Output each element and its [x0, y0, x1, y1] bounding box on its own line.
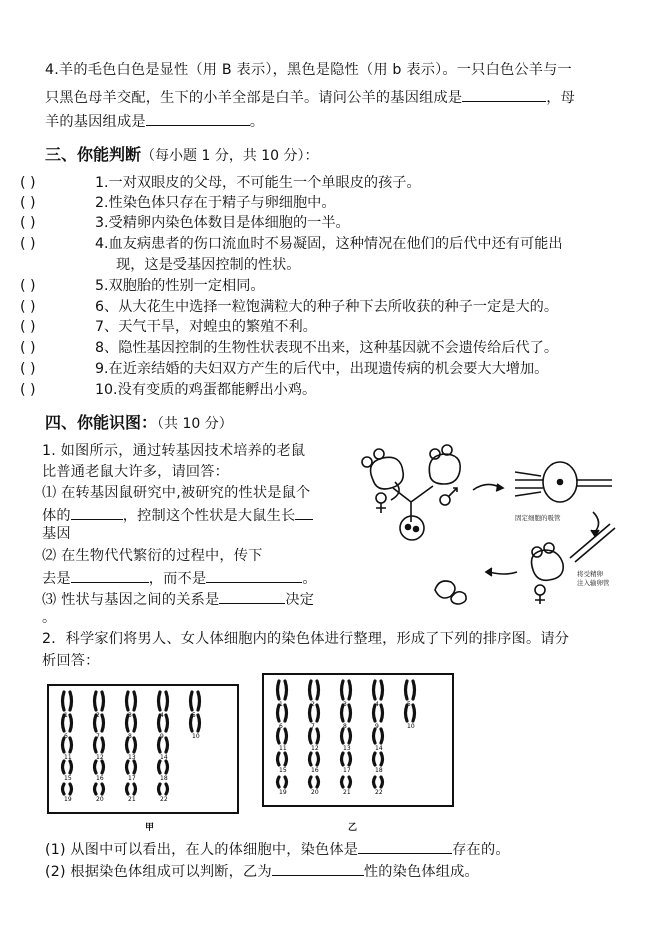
judge-text: 8、隐性基因控制的生物性状表现不出来，这种基因就不会遗传给后代了。 [95, 340, 559, 356]
chromosome-pair [63, 784, 72, 803]
chromatid [374, 705, 376, 721]
q1-blank-gene[interactable] [295, 504, 313, 520]
chromatid [278, 705, 280, 721]
karyotype-male [47, 684, 239, 814]
section3-heading [45, 142, 319, 165]
chromosome-number: 21 [343, 789, 351, 796]
chromosome-number: 14 [375, 745, 383, 752]
chromatid [63, 715, 65, 731]
chromatid [102, 738, 104, 752]
judge-text: 7、天气干旱，对蝗虫的繁殖不利。 [95, 319, 317, 335]
chromatid [413, 705, 415, 721]
chromosome-pair [278, 753, 287, 774]
judge-item-1[interactable] [20, 173, 421, 193]
chromosome-pair [63, 738, 72, 761]
chromosome-number: 16 [96, 775, 104, 782]
q1-line6: ⑵ 在生物代代繁衍的过程中，传下 [42, 548, 263, 564]
chromatid [198, 692, 200, 710]
judge-paren[interactable]: ( ) [20, 299, 36, 315]
chromatid [134, 738, 136, 752]
chromatid [127, 715, 129, 731]
judge-paren[interactable]: ( ) [20, 215, 36, 231]
figure-label-inject2: 注入输卵管 [577, 579, 610, 587]
chromosome-number: 6 [279, 723, 283, 730]
q1-line7-mid: ，而不是 [148, 571, 207, 587]
q1-blank-passed[interactable] [71, 567, 149, 583]
chromatid [70, 715, 72, 731]
judge-paren[interactable]: ( ) [20, 195, 36, 211]
chromatid [381, 729, 383, 743]
judge-item-4[interactable] [20, 234, 563, 254]
chromosome-number: 14 [160, 754, 168, 761]
chromosome-number: 8 [128, 733, 132, 740]
q4-line2-text: 只黑色母羊交配，生下的小羊全部是白羊。请问公羊的基因组成是 [45, 90, 463, 106]
chromatid [159, 692, 161, 710]
chromosome-number: 22 [375, 789, 383, 796]
judge-paren[interactable]: ( ) [20, 340, 36, 356]
judge-paren[interactable]: ( ) [20, 319, 36, 335]
chromosome-number: 7 [311, 723, 315, 730]
karyotype-female-chromosomes [264, 675, 452, 805]
q4-answer-blank-ewe[interactable] [146, 110, 250, 126]
chromosome-number: 1 [64, 712, 68, 719]
chromatid [285, 729, 287, 743]
chromosome-number: 18 [160, 775, 168, 782]
chromosome-number: 22 [160, 796, 168, 803]
chromosome-pair [310, 777, 319, 796]
chromatid [310, 729, 312, 743]
chromatid [381, 705, 383, 721]
section4-title: 四、你能识图： [45, 413, 158, 432]
q1-blank-not[interactable] [206, 567, 302, 583]
chromatid [374, 777, 376, 787]
q2-sub2-end: 性的染色体组成。 [363, 864, 479, 880]
judge-item-10[interactable] [20, 380, 316, 400]
figure-label-pipette: 固定细胞的吸管 [515, 514, 561, 522]
chromosome-number: 11 [279, 745, 287, 752]
q1-line8-text: ⑶ 性状与基因之间的关系是 [42, 592, 220, 608]
chromatid [159, 784, 161, 794]
chromosome-pair [127, 784, 136, 803]
q1-line2: 比普通老鼠大许多，请回答： [42, 464, 230, 480]
q1-line8 [42, 588, 314, 610]
q1-blank-relation[interactable] [219, 588, 285, 604]
q1-line1: 1. 如图所示，通过转基因技术培养的老鼠 [42, 443, 306, 459]
chromatid [102, 715, 104, 731]
q4-line2 [45, 86, 575, 108]
q1-line4-end: ，控制这个性状是大鼠生长 [122, 508, 296, 524]
chromosome-pair [159, 784, 168, 803]
section3-title: 三、你能判断 [45, 145, 142, 164]
chromatid [349, 705, 351, 721]
chromatid [278, 729, 280, 743]
chromosome-pair [95, 784, 104, 803]
judge-item-9[interactable] [20, 359, 548, 379]
chromatid [342, 729, 344, 743]
chromosome-number: 4 [375, 701, 379, 708]
judge-text: 3.受精卵内染色体数目是体细胞的一半。 [95, 215, 350, 231]
chromosome-pair [374, 753, 383, 774]
karyotype-label-a: 甲 [145, 823, 155, 833]
q4-answer-blank-ram[interactable] [462, 86, 546, 102]
chromosome-number: 12 [311, 745, 319, 752]
judge-paren[interactable]: ( ) [20, 278, 36, 294]
chromatid [310, 777, 312, 787]
chromatid [381, 753, 383, 765]
judge-item-4-cont: 现，这是受基因控制的性状。 [116, 257, 301, 273]
chromosome-number: 1 [279, 701, 283, 708]
section3-note: （每小题 1 分，共 10 分）： [141, 148, 319, 164]
judge-paren[interactable]: ( ) [20, 361, 36, 377]
judge-item-5[interactable] [20, 276, 265, 296]
chromatid [278, 753, 280, 765]
chromatid [317, 729, 319, 743]
chromatid [406, 681, 408, 699]
judge-paren[interactable]: ( ) [20, 382, 36, 398]
chromosome-number: 3 [343, 701, 347, 708]
chromosome-pair [342, 729, 351, 752]
chromosome-number: 15 [279, 767, 287, 774]
judge-item-3[interactable] [20, 213, 350, 233]
chromatid [70, 784, 72, 794]
chromatid [159, 715, 161, 731]
chromosome-number: 9 [375, 723, 379, 730]
chromosome-number: 16 [311, 767, 319, 774]
chromatid [134, 761, 136, 773]
chromatid [95, 784, 97, 794]
chromatid [317, 777, 319, 787]
chromosome-pair [159, 761, 168, 782]
chromatid [166, 761, 168, 773]
chromatid [342, 753, 344, 765]
karyotype-male-chromosomes [49, 686, 237, 812]
q1-line7 [42, 567, 317, 589]
chromosome-number: 13 [343, 745, 351, 752]
chromatid [127, 738, 129, 752]
chromosome-number: 18 [375, 767, 383, 774]
q4-line1: 4.羊的毛色白色是显性（用 B 表示），黑色是隐性（用 b 表示）。一只白色公羊与一 [45, 62, 572, 78]
chromosome-number: 10 [407, 723, 415, 730]
chromosome-number: 10 [192, 733, 200, 740]
chromatid [70, 761, 72, 773]
chromosome-number: 19 [64, 796, 72, 803]
chromosome-number: 2 [311, 701, 315, 708]
chromatid [278, 777, 280, 787]
chromatid [102, 784, 104, 794]
chromosome-number: 9 [160, 733, 164, 740]
q1-line7-end: 。 [302, 571, 317, 587]
judge-text: 5.双胞胎的性别一定相同。 [95, 278, 265, 294]
chromatid [278, 681, 280, 699]
chromosome-pair [342, 753, 351, 774]
chromosome-pair [374, 729, 383, 752]
karyotype-label-b: 乙 [348, 823, 358, 833]
chromatid [63, 784, 65, 794]
chromatid [166, 715, 168, 731]
q1-line9: 。 [42, 610, 57, 626]
chromosome-pair [310, 729, 319, 752]
chromatid [342, 681, 344, 699]
judge-text: 4.血友病患者的伤口流血时不易凝固，这种情况在他们的后代中还有可能出 [95, 236, 563, 252]
transgenic-mouse-figure [355, 442, 635, 612]
chromatid [285, 681, 287, 699]
chromatid [95, 692, 97, 710]
chromatid [102, 761, 104, 773]
chromatid [349, 681, 351, 699]
chromosome-number: 20 [96, 796, 104, 803]
chromatid [317, 681, 319, 699]
chromosome-pair [95, 738, 104, 761]
chromatid [166, 692, 168, 710]
chromosome-pair [342, 777, 351, 796]
q2-sub1 [45, 838, 510, 860]
q1-line4-text: 体的 [42, 508, 71, 524]
q2-sub1-text: (1) 从图中可以看出，在人的体细胞中，染色体是 [45, 842, 359, 858]
chromosome-pair [374, 777, 383, 796]
q2-sub2-text: (2) 根据染色体组成可以判断，乙为 [45, 864, 272, 880]
chromatid [134, 784, 136, 794]
chromosome-number: 20 [311, 789, 319, 796]
judge-text: 1.一对双眼皮的父母，不可能生一个单眼皮的孩子。 [95, 175, 421, 191]
q4-line3 [45, 110, 264, 132]
chromatid [127, 692, 129, 710]
chromatid [95, 738, 97, 752]
chromatid [127, 761, 129, 773]
chromosome-pair [374, 705, 383, 730]
judge-text: 6、从大花生中选择一粒饱满粒大的种子种下去所收获的种子一定是大的。 [95, 299, 559, 315]
chromatid [406, 705, 408, 721]
chromatid [134, 715, 136, 731]
q1-line3: ⑴ 在转基因鼠研究中,被研究的性状是鼠个 [42, 485, 311, 501]
chromatid [342, 777, 344, 787]
chromosome-number: 15 [64, 775, 72, 782]
chromosome-pair [278, 729, 287, 752]
q1-line5: 基因 [42, 526, 71, 542]
chromatid [127, 784, 129, 794]
q1-line8-end: 决定 [285, 592, 315, 608]
chromosome-pair [127, 738, 136, 761]
q2-sub1-end: 存在的。 [452, 842, 510, 858]
chromosome-number: 5 [407, 701, 411, 708]
chromosome-number: 12 [96, 754, 104, 761]
chromatid [317, 705, 319, 721]
chromatid [285, 705, 287, 721]
judge-item-2[interactable] [20, 193, 336, 213]
chromosome-pair [127, 761, 136, 782]
q2-blank-pairs[interactable] [358, 838, 452, 854]
chromosome-number: 3 [128, 712, 132, 719]
chromatid [310, 681, 312, 699]
chromatid [102, 692, 104, 710]
chromosome-number: 6 [64, 733, 68, 740]
chromatid [381, 681, 383, 699]
chromosome-pair [310, 705, 319, 730]
q2-line2: 析回答： [42, 653, 100, 669]
chromatid [349, 753, 351, 765]
q1-line4 [42, 504, 313, 526]
chromosome-number: 5 [192, 712, 196, 719]
chromosome-number: 8 [343, 723, 347, 730]
judge-paren[interactable]: ( ) [20, 175, 36, 191]
chromatid [159, 761, 161, 773]
section4-note: （共 10 分） [157, 416, 233, 432]
section4-heading [45, 410, 233, 433]
chromatid [413, 681, 415, 699]
q2-sub2 [45, 860, 479, 882]
chromosome-number: 19 [279, 789, 287, 796]
chromatid [191, 692, 193, 710]
q1-blank-trait[interactable] [71, 504, 123, 520]
chromosome-number: 17 [128, 775, 136, 782]
chromatid [317, 753, 319, 765]
chromosome-pair [278, 705, 287, 730]
chromosome-number: 11 [64, 754, 72, 761]
chromatid [95, 715, 97, 731]
chromatid [310, 753, 312, 765]
chromatid [166, 738, 168, 752]
chromatid [198, 715, 200, 731]
chromatid [285, 777, 287, 787]
q2-line1: 2．科学家们将男人、女人体细胞内的染色体进行整理，形成了下列的排序图。请分 [42, 631, 570, 647]
figure-label-inject1: 将受精卵 [577, 570, 603, 578]
judge-item-7[interactable] [20, 317, 317, 337]
chromosome-number: 2 [96, 712, 100, 719]
chromatid [349, 729, 351, 743]
chromatid [285, 753, 287, 765]
chromatid [374, 681, 376, 699]
judge-item-8[interactable] [20, 338, 558, 358]
judge-text: 10.没有变质的鸡蛋都能孵出小鸡。 [95, 382, 317, 398]
chromosome-pair [159, 738, 168, 761]
chromosome-number: 21 [128, 796, 136, 803]
chromatid [381, 777, 383, 787]
judge-paren[interactable]: ( ) [20, 236, 36, 252]
chromatid [70, 692, 72, 710]
chromosome-pair [63, 761, 72, 782]
chromatid [349, 777, 351, 787]
chromosome-pair [406, 705, 415, 730]
q1-line7-text: 去是 [42, 571, 71, 587]
chromatid [310, 705, 312, 721]
chromatid [63, 738, 65, 752]
judge-text: 2.性染色体只存在于精子与卵细胞中。 [95, 195, 336, 211]
chromatid [374, 753, 376, 765]
chromatid [70, 738, 72, 752]
chromatid [95, 761, 97, 773]
chromatid [134, 692, 136, 710]
judge-item-6[interactable] [20, 297, 558, 317]
chromosome-pair [310, 753, 319, 774]
chromatid [166, 784, 168, 794]
chromosome-number: 13 [128, 754, 136, 761]
chromosome-pair [278, 777, 287, 796]
q4-line3-text: 羊的基因组成是 [45, 114, 146, 130]
chromatid [159, 738, 161, 752]
chromosome-number: 4 [160, 712, 164, 719]
judge-text: 9.在近亲结婚的夫妇双方产生的后代中，出现遗传病的机会要大大增加。 [95, 361, 549, 377]
q4-line3-end: 。 [249, 114, 265, 130]
chromatid [63, 692, 65, 710]
chromatid [63, 761, 65, 773]
chromosome-number: 7 [96, 733, 100, 740]
q4-line2-end: ，母 [546, 90, 576, 106]
q2-blank-sex[interactable] [272, 860, 364, 876]
chromosome-number: 17 [343, 767, 351, 774]
chromosome-pair [95, 761, 104, 782]
chromatid [374, 729, 376, 743]
chromatid [191, 715, 193, 731]
karyotype-female [262, 673, 454, 807]
chromosome-pair [342, 705, 351, 730]
chromatid [342, 705, 344, 721]
